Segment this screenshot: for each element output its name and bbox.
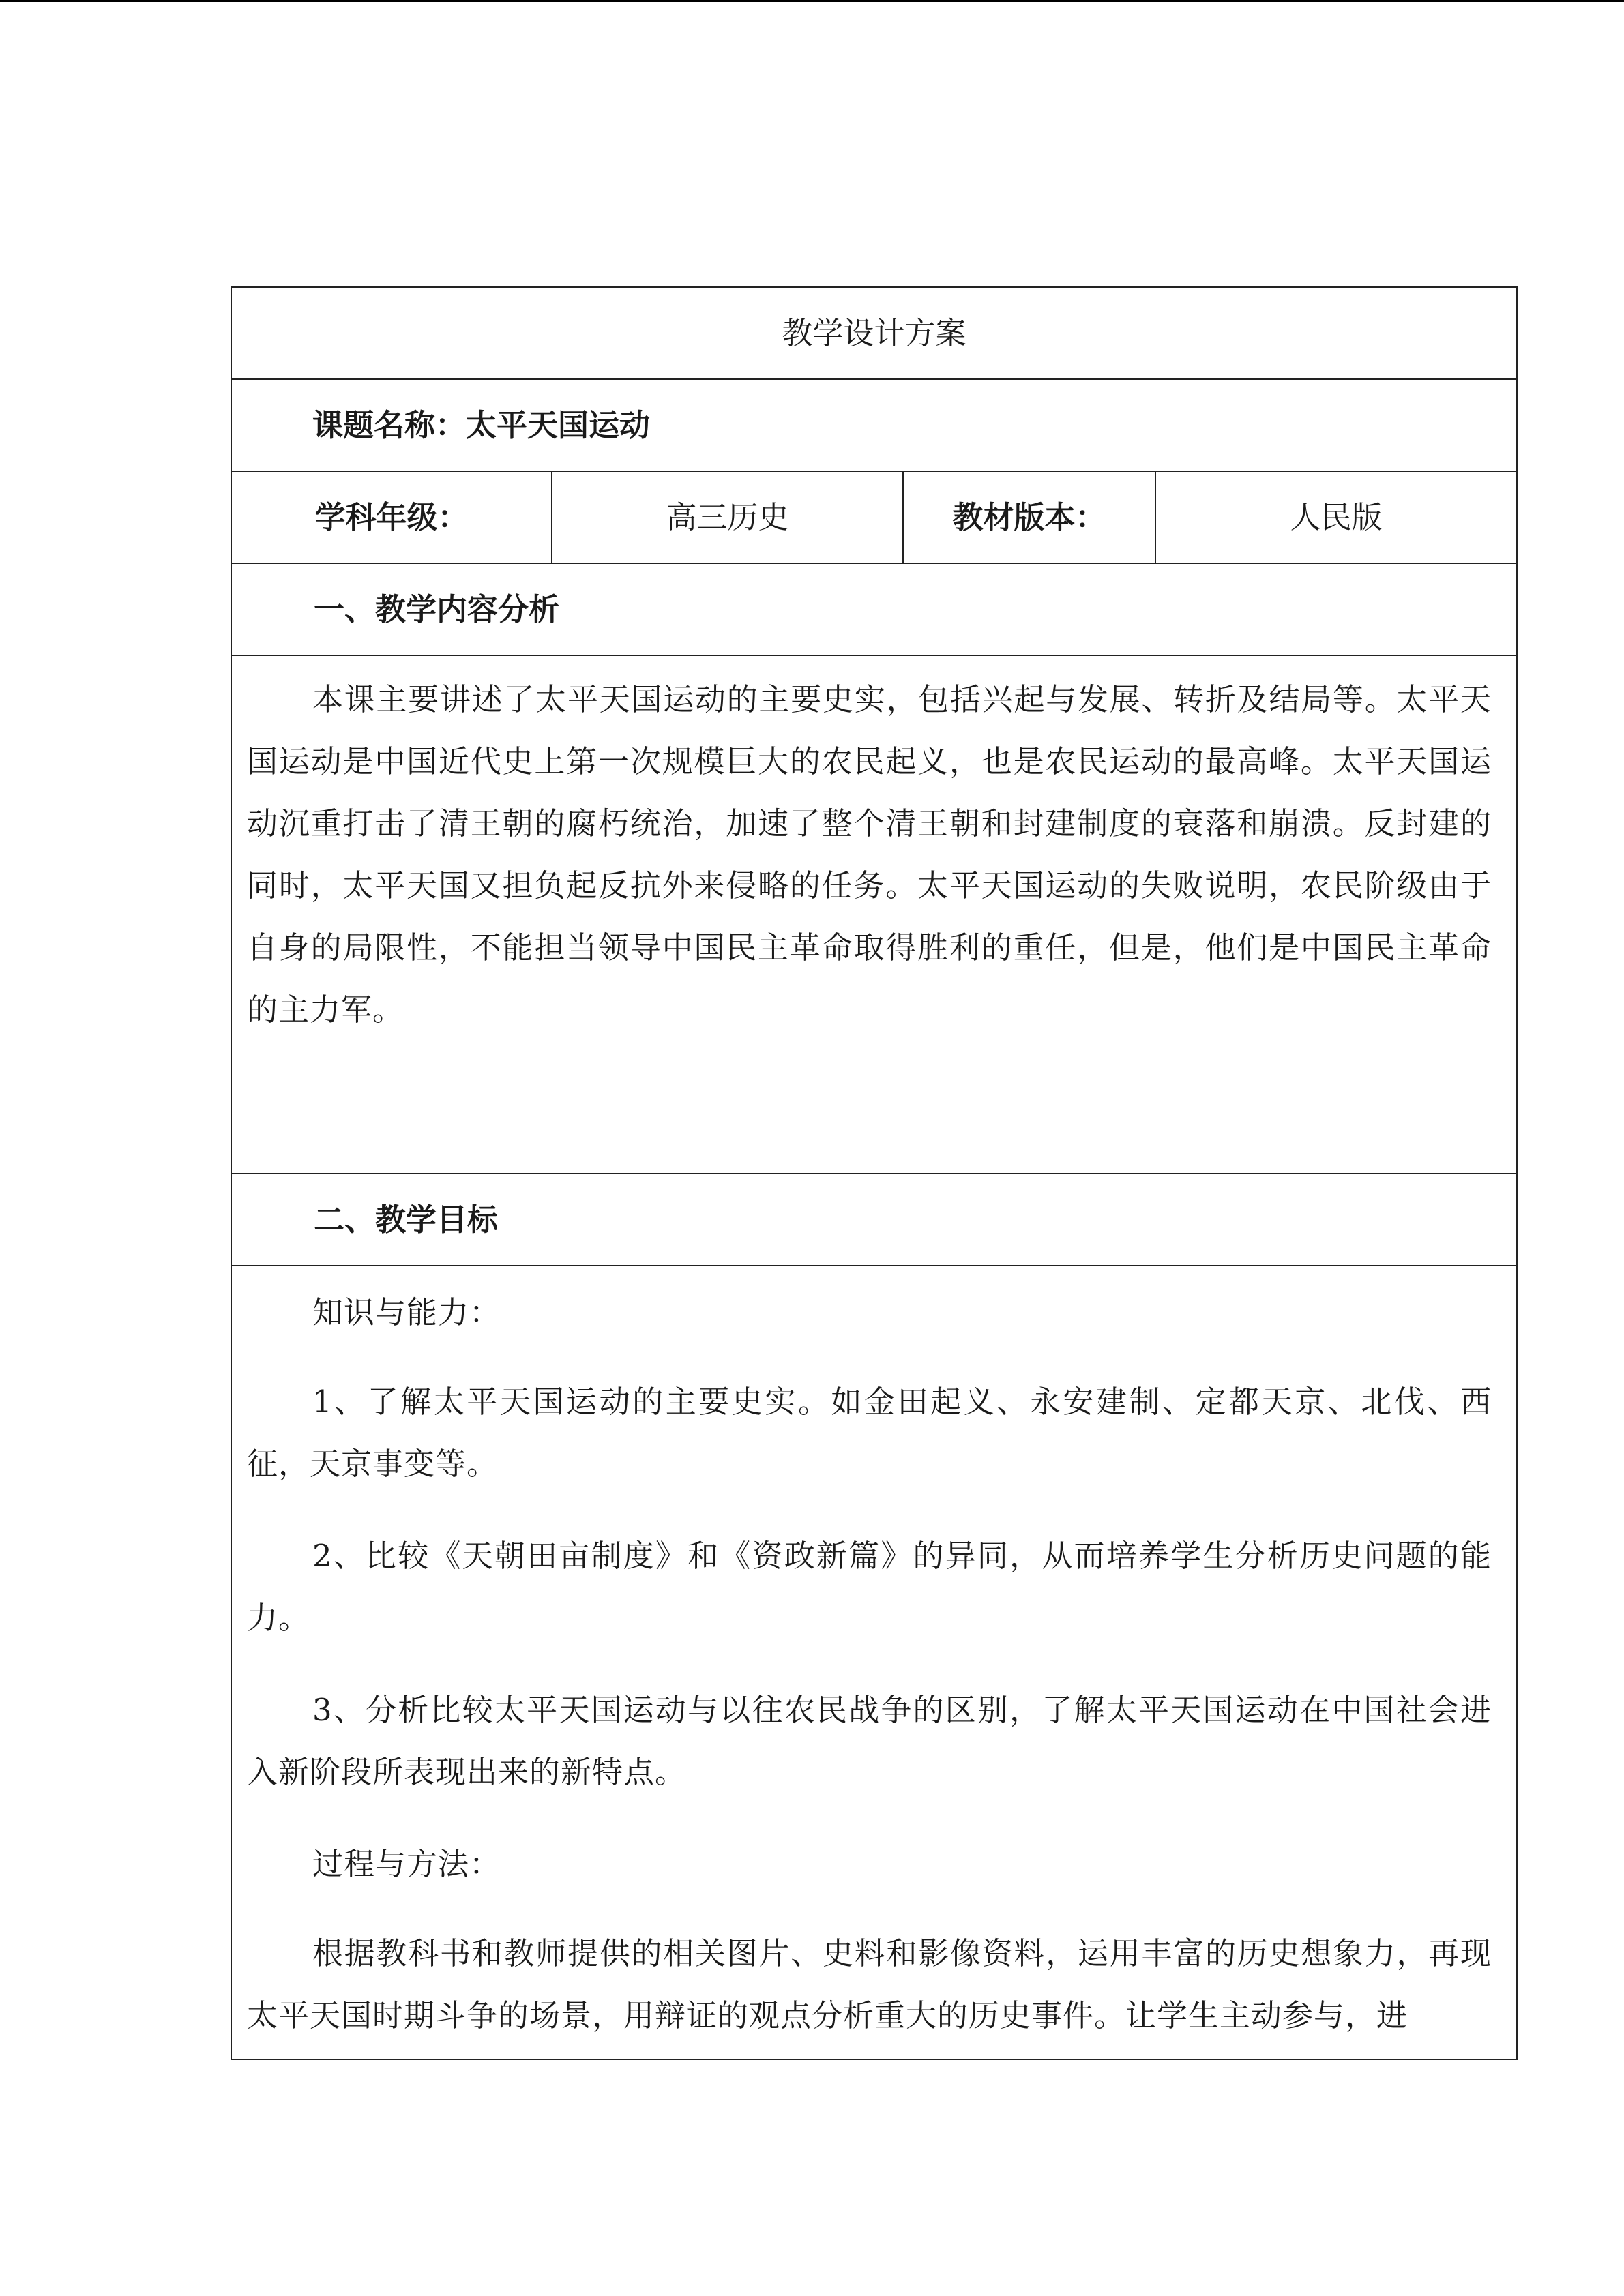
section1-body-cell: [231, 655, 1517, 1174]
knowledge-heading: 知识与能力：: [312, 1294, 501, 1330]
goal-item-2: 2、比较《天朝田亩制度》和《资政新篇》的异同，从而培养学生分析历史问题的能力。: [247, 1538, 1492, 1636]
document-title: 教学设计方案: [231, 287, 1517, 379]
topic-label: 课题名称：太平天国运动: [231, 379, 1517, 471]
process-heading: 过程与方法：: [312, 1846, 501, 1882]
section2-body-row: [231, 1266, 1517, 2059]
goal-item-1: 1、了解太平天国运动的主要史实。如金田起义、永安建制、定都天京、北伐、西征，天京事变等。: [247, 1384, 1492, 1482]
subject-label: 学科年级：: [231, 471, 552, 563]
section1-heading-row: [231, 563, 1517, 655]
topic-row: [231, 379, 1517, 471]
goal-item-3: 3、分析比较太平天国运动与以往农民战争的区别，了解太平天国运动在中国社会进入新阶段所表现出来的新特点。: [247, 1692, 1492, 1790]
section2-heading-row: [231, 1174, 1517, 1266]
edition-value: 人民版: [1155, 471, 1517, 563]
subject-edition-row: [231, 471, 1517, 563]
subject-value: 高三历史: [552, 471, 903, 563]
section2-body-cell: [231, 1266, 1517, 2059]
lesson-plan-table: [231, 286, 1518, 2060]
edition-label: 教材版本：: [903, 471, 1155, 563]
section1-body-row: [231, 655, 1517, 1174]
section2-heading: 二、教学目标: [231, 1174, 1517, 1266]
section1-heading: 一、教学内容分析: [231, 563, 1517, 655]
process-body: 根据教科书和教师提供的相关图片、史料和影像资料，运用丰富的历史想象力，再现太平天国时期斗争的场景，用辩证的观点分析重大的历史事件。让学生主动参与，进: [247, 1935, 1492, 2033]
top-border-line: [0, 0, 1624, 2]
section1-paragraph: 本课主要讲述了太平天国运动的主要史实，包括兴起与发展、转折及结局等。太平天国运动是中国近代史上第一次规模巨大的农民起义，也是农民运动的最高峰。太平天国运动沉重打击了清王朝的腐朽统治，加速了整个清王朝和封建制度的衰落和崩溃。反封建的同时，太平天国又担负起反抗外来侵略的任务。太平天国运动的失败说明，农民阶级由于自身的局限性，不能担当领导中国民主革命取得胜利的重任，但是，他们是中国民主革命的主力军。: [247, 681, 1492, 1028]
title-row: [231, 287, 1517, 379]
